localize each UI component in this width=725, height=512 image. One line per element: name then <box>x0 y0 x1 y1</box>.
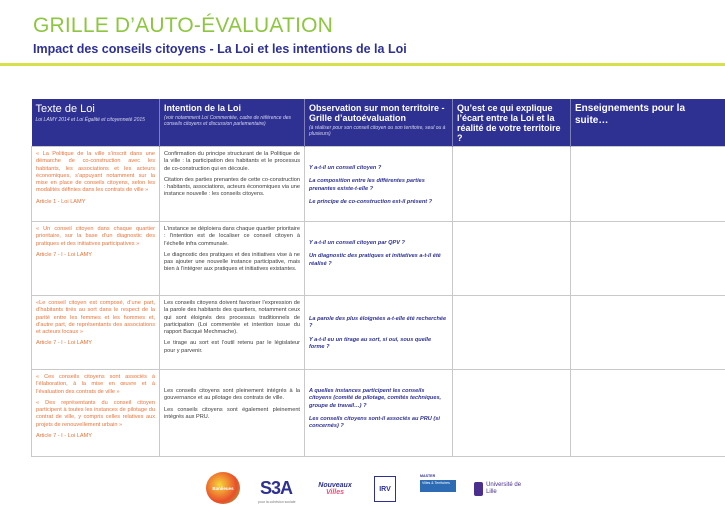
intention-cell: L’instance se déploiera dans chaque quartier prioritaire : l’intention est de localiser ce conseil citoyen à l’échelle infra communale. Le diagnostic des pratiques et des initiatives vise à ne pas ajouter une nouvelle instance participative, mais bien à l’intégrer aux pratiques et initiatives existantes. <box>160 222 305 296</box>
intention-cell: Les conseils citoyens sont pleinement intégrés à la gouvernance et au pilotage des contrats de ville. Les conseils citoyens sont également pleinement intégrés aux PRU. <box>160 370 305 457</box>
intention-cell: Les conseils citoyens doivent favoriser l’expression de la parole des habitants des quartiers, notamment ceux qui sont éloignés des processus traditionnels de participation (Loi commentée et intention issue du rapport Bacqué Mechmache). Le tirage au sort est l’outil retenu par le législateur pour y parvenir. <box>160 296 305 370</box>
header-row <box>32 99 725 147</box>
banlieues-logo: Banlieues <box>206 472 240 504</box>
lessons-cell[interactable] <box>571 370 725 457</box>
table-row <box>32 370 725 457</box>
table-row <box>32 296 725 370</box>
irv-logo: IRV <box>374 476 396 502</box>
law-cell: « La Politique de la ville s’inscrit dans une démarche de co-construction avec les habitants, les associations et les acteurs économiques, s’appuyant notamment sur la mise en place de conseils citoyens, selon les modalités définies dans les contrats de ville » Article 1 - Loi LAMY <box>32 147 160 222</box>
master-logo: MASTER Villes & Territoires <box>420 474 458 502</box>
page-subtitle: Impact des conseils citoyens - La Loi et les intentions de la Loi <box>33 42 407 56</box>
gap-cell[interactable] <box>453 147 571 222</box>
column-header-lessons: Enseignements pour la suite… <box>571 99 725 147</box>
university-icon <box>474 482 483 496</box>
column-header-gap: Qu’est ce qui explique l’écart entre la Loi et la réalité de votre territoire ? <box>453 99 571 147</box>
gap-cell[interactable] <box>453 296 571 370</box>
observation-cell: Y a-t-il un conseil citoyen par QPV ? Un diagnostic des pratiques et initiatives a-t-il été réalisé ? <box>305 222 453 296</box>
law-cell: « Ces conseils citoyens sont associés à l’élaboration, à la mise en œuvre et à l’évaluation des contrats de ville » « Des représentants du conseil citoyen participent à toutes les instances de pilotage du contrat de ville, y compris celles relatives aux projets de renouvellement urbain » Article 7 - I - Loi LAMY <box>32 370 160 457</box>
column-header-observation: Observation sur mon territoire - Grille d’autoévaluation (à réaliser pour son conseil citoyen ou son territoire, seul ou à plusieurs) <box>305 99 453 147</box>
observation-cell: A quelles instances participent les conseils citoyens (comité de pilotage, comités techniques, groupe de travail…) ? Les conseils citoyens sont-il associés au PRU (si concernés) ? <box>305 370 453 457</box>
s3a-logo: S3A pour la cohésion sociale <box>258 477 296 504</box>
table-row <box>32 147 725 222</box>
observation-cell: La parole des plus éloignées a-t-elle été recherchée ? Y a-t-il eu un tirage au sort, si oui, sous quelle forme ? <box>305 296 453 370</box>
page-title: GRILLE D’AUTO-ÉVALUATION <box>33 14 334 37</box>
intention-cell: Confirmation du principe structurant de la Politique de la ville : la participation des habitants et le processus de co-construction qui en découle. Citation des parties prenantes de cette co-construction : habitants, associations, acteurs économiques via une instance nouvelle : les conseils citoyens. <box>160 147 305 222</box>
lessons-cell[interactable] <box>571 147 725 222</box>
observation-cell: Y a-t-il un conseil citoyen ? La composition entre les différentes parties prenantes existe-t-elle ? Le principe de co-construction est-il présent ? <box>305 147 453 222</box>
nouveaux-villes-logo: Nouveaux Villes <box>318 482 352 496</box>
law-cell: « Un conseil citoyen dans chaque quartier prioritaire, sur la base d’un diagnostic des pratiques et des initiatives participatives » Article 7 - I - Loi LAMY <box>32 222 160 296</box>
evaluation-grid <box>31 99 725 456</box>
partner-logos <box>0 470 725 508</box>
gap-cell[interactable] <box>453 370 571 457</box>
column-header-intention: Intention de la Loi (voir notamment Loi Commentée, cadre de référence des conseils citoyens et discussion parlementaire) <box>160 99 305 147</box>
column-header-law: Texte de Loi Loi LAMY 2014 et Loi Égalité et citoyenneté 2015 <box>32 99 160 147</box>
lessons-cell[interactable] <box>571 222 725 296</box>
lessons-cell[interactable] <box>571 296 725 370</box>
law-cell: «Le conseil citoyen est composé, d’une part, d’habitants tirés au sort dans le respect de la parité entre les femmes et les hommes et, d’autre part, de représentants des associations et acteurs locaux » Article 7 - I - Loi LAMY <box>32 296 160 370</box>
universite-lille-logo: Université de Lille <box>474 476 522 502</box>
table-row <box>32 222 725 296</box>
header-rule <box>0 63 725 66</box>
gap-cell[interactable] <box>453 222 571 296</box>
